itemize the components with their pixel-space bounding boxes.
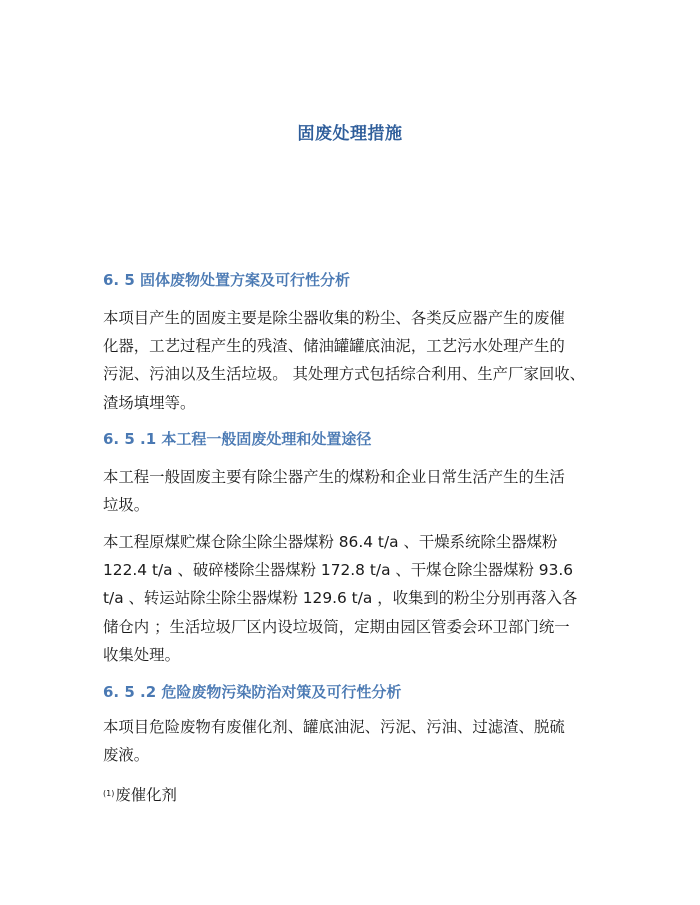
section-heading-6-5-2: 6. 5 .2 危险废物污染防治对策及可行性分析 bbox=[103, 683, 402, 701]
document-title: 固废处理措施 bbox=[297, 124, 403, 144]
paragraph-line: 本项目产生的固废主要是除尘器收集的粉尘、各类反应器产生的废催 bbox=[103, 309, 565, 327]
section-6-5-2-paragraph bbox=[103, 713, 613, 769]
paragraph-line: 122.4 t/a 、破碎楼除尘器煤粉 172.8 t/a 、干煤仓除尘器煤粉 93.6 bbox=[103, 561, 574, 580]
paragraph-line: 收集处理。 bbox=[103, 645, 180, 664]
paragraph-line: 化器，工艺过程产生的残渣、储油罐罐底油泥，工艺污水处理产生的 bbox=[103, 337, 565, 356]
paragraph-line: 渣场填埋等。 bbox=[103, 393, 196, 412]
paragraph-line: 储仓内 ；生活垃圾厂区内设垃圾筒，定期由园区管委会环卫部门统一 bbox=[103, 617, 570, 636]
paragraph-line: 本工程原煤贮煤仓除尘除尘器煤粉 86.4 t/a 、干燥系统除尘器煤粉 bbox=[103, 533, 558, 551]
section-6-5-1-paragraph-1 bbox=[103, 463, 613, 519]
paragraph-line: 垃圾。 bbox=[103, 496, 150, 515]
section-6-5-paragraph bbox=[103, 304, 613, 417]
paragraph-line: 本项目危险废物有废催化剂、罐底油泥、污泥、污油、过滤渣、脱硫 bbox=[103, 718, 565, 736]
paragraph-line: 本工程一般固废主要有除尘器产生的煤粉和企业日常生活产生的生活 bbox=[103, 468, 565, 486]
paragraph-line: t/a 、转运站除尘除尘器煤粉 129.6 t/a ，收集到的粉尘分别再落入各 bbox=[103, 589, 578, 608]
paragraph-line: 废液。 bbox=[103, 746, 150, 765]
list-item-waste-catalyst bbox=[103, 783, 177, 805]
section-6-5-1-paragraph-2 bbox=[103, 528, 613, 669]
section-heading-6-5: 6. 5 固体废物处置方案及可行性分析 bbox=[103, 271, 351, 289]
list-item-text: 废催化剂 bbox=[115, 786, 177, 804]
section-heading-6-5-1: 6. 5 .1 本工程一般固废处理和处置途径 bbox=[103, 430, 372, 448]
list-item-marker: (1) bbox=[103, 789, 115, 798]
paragraph-line: 污泥、污油以及生活垃圾。 其处理方式包括综合利用、生产厂家回收、 bbox=[103, 365, 586, 384]
